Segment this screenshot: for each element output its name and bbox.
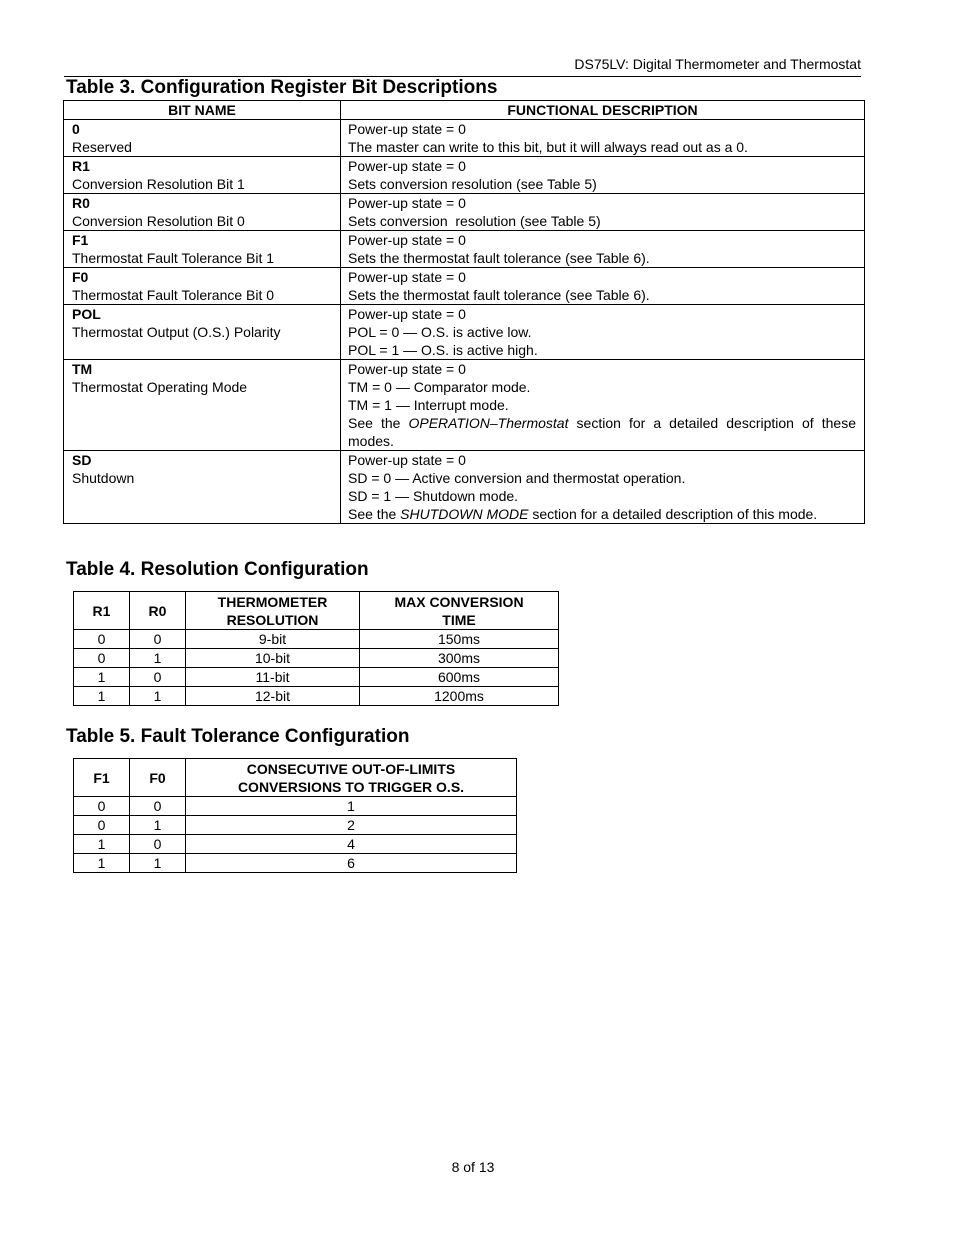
note-text: section for a detailed description of these modes. xyxy=(348,415,856,449)
table-row xyxy=(74,687,559,706)
table-cell: 10-bit xyxy=(186,649,360,668)
description-cell xyxy=(341,231,865,268)
table-cell: 600ms xyxy=(360,668,559,687)
column-header-f0: F0 xyxy=(130,759,186,797)
bit-name: POL xyxy=(72,306,101,322)
description-cell xyxy=(341,305,865,360)
description-line: TM = 0 — Comparator mode. xyxy=(348,379,531,395)
table3-header-row xyxy=(64,101,865,120)
table-cell: 1 xyxy=(186,797,517,816)
description-note xyxy=(348,414,856,450)
bit-name: SD xyxy=(72,452,92,468)
bit-name: R1 xyxy=(72,158,90,174)
bit-cell xyxy=(64,360,341,451)
table-row-bit-f1 xyxy=(64,231,865,268)
description-line: Sets conversion resolution (see Table 5) xyxy=(348,213,601,229)
bit-name: F0 xyxy=(72,269,89,285)
bit-label: Shutdown xyxy=(72,470,135,486)
column-header-consecutive-conversions: CONSECUTIVE OUT-OF-LIMITS CONVERSIONS TO TRIGGER O.S. xyxy=(186,759,517,797)
description-line: Sets the thermostat fault tolerance (see Table 6). xyxy=(348,250,650,266)
column-header-r0: R0 xyxy=(130,592,186,630)
description-cell xyxy=(341,451,865,524)
table-row xyxy=(74,797,517,816)
description-cell xyxy=(341,120,865,157)
bit-cell xyxy=(64,194,341,231)
table-cell: 1 xyxy=(74,668,130,687)
description-line: Power-up state = 0 xyxy=(348,306,466,322)
bit-label: Conversion Resolution Bit 1 xyxy=(72,176,245,192)
table-cell: 1 xyxy=(74,854,130,873)
bit-name: F1 xyxy=(72,232,89,248)
table4-title: Table 4. Resolution Configuration xyxy=(66,559,369,580)
table-cell: 11-bit xyxy=(186,668,360,687)
description-line: Sets the thermostat fault tolerance (see Table 6). xyxy=(348,287,650,303)
table4-header-row xyxy=(74,592,559,630)
description-line: Power-up state = 0 xyxy=(348,195,466,211)
description-line: Power-up state = 0 xyxy=(348,232,466,248)
table-cell: 1 xyxy=(130,854,186,873)
table-cell: 0 xyxy=(130,797,186,816)
table-row-bit-0 xyxy=(64,120,865,157)
table-cell: 1200ms xyxy=(360,687,559,706)
table-cell: 150ms xyxy=(360,630,559,649)
description-line: Power-up state = 0 xyxy=(348,121,466,137)
description-line: SD = 1 — Shutdown mode. xyxy=(348,488,519,504)
bit-label: Thermostat Operating Mode xyxy=(72,379,248,395)
bit-name: R0 xyxy=(72,195,90,211)
table-row xyxy=(74,854,517,873)
table-cell: 0 xyxy=(74,797,130,816)
column-header-thermometer-resolution: THERMOMETER RESOLUTION xyxy=(186,592,360,630)
running-header: DS75LV: Digital Thermometer and Thermostat xyxy=(574,56,861,72)
column-header-r1: R1 xyxy=(74,592,130,630)
bit-name: 0 xyxy=(72,121,80,137)
table-cell: 0 xyxy=(74,630,130,649)
table3-title: Table 3. Configuration Register Bit Descriptions xyxy=(66,77,498,98)
section-reference: SHUTDOWN MODE xyxy=(400,506,529,522)
description-line: Power-up state = 0 xyxy=(348,269,466,285)
note-text: See the xyxy=(348,506,401,522)
table-cell: 0 xyxy=(130,630,186,649)
table5-title: Table 5. Fault Tolerance Configuration xyxy=(66,726,410,747)
table-cell: 1 xyxy=(130,816,186,835)
table-row-bit-sd xyxy=(64,451,865,524)
bit-cell xyxy=(64,305,341,360)
table-cell: 0 xyxy=(130,668,186,687)
bit-cell xyxy=(64,120,341,157)
description-line: POL = 1 — O.S. is active high. xyxy=(348,342,538,358)
description-line: Power-up state = 0 xyxy=(348,158,466,174)
table-cell: 0 xyxy=(74,649,130,668)
description-cell xyxy=(341,268,865,305)
column-header-max-conversion-time: MAX CONVERSION TIME xyxy=(360,592,559,630)
description-line: Power-up state = 0 xyxy=(348,452,466,468)
table-cell: 12-bit xyxy=(186,687,360,706)
table-cell: 0 xyxy=(130,835,186,854)
table5-header-row xyxy=(74,759,517,797)
bit-cell xyxy=(64,451,341,524)
bit-label: Reserved xyxy=(72,139,132,155)
table-cell: 1 xyxy=(130,649,186,668)
bit-cell xyxy=(64,157,341,194)
bit-label: Thermostat Output (O.S.) Polarity xyxy=(72,324,281,340)
description-note xyxy=(348,505,856,523)
resolution-config-table xyxy=(73,591,559,706)
bit-label: Thermostat Fault Tolerance Bit 1 xyxy=(72,250,275,266)
bit-name: TM xyxy=(72,361,93,377)
column-header-functional-description: FUNCTIONAL DESCRIPTION xyxy=(341,101,865,120)
table-cell: 1 xyxy=(74,835,130,854)
column-header-f1: F1 xyxy=(74,759,130,797)
description-cell xyxy=(341,157,865,194)
page-number: 8 of 13 xyxy=(451,1159,495,1175)
table-row-bit-pol xyxy=(64,305,865,360)
description-line: TM = 1 — Interrupt mode. xyxy=(348,397,509,413)
table-row-bit-r1 xyxy=(64,157,865,194)
table-row xyxy=(74,630,559,649)
table-cell: 1 xyxy=(130,687,186,706)
table-row-bit-r0 xyxy=(64,194,865,231)
table-row xyxy=(74,668,559,687)
bit-cell xyxy=(64,231,341,268)
description-cell xyxy=(341,360,865,451)
table-cell: 300ms xyxy=(360,649,559,668)
table-row-bit-tm xyxy=(64,360,865,451)
bit-cell xyxy=(64,268,341,305)
note-text: section for a detailed description of this mode. xyxy=(528,506,818,522)
column-header-bit-name: BIT NAME xyxy=(64,101,341,120)
note-text: See the xyxy=(348,415,409,431)
table-row-bit-f0 xyxy=(64,268,865,305)
bit-label: Thermostat Fault Tolerance Bit 0 xyxy=(72,287,275,303)
description-line: POL = 0 — O.S. is active low. xyxy=(348,324,532,340)
bit-label: Conversion Resolution Bit 0 xyxy=(72,213,245,229)
table-cell: 1 xyxy=(74,687,130,706)
description-line: SD = 0 — Active conversion and thermostat operation. xyxy=(348,470,686,486)
fault-tolerance-config-table xyxy=(73,758,517,873)
table-row xyxy=(74,649,559,668)
table-cell: 9-bit xyxy=(186,630,360,649)
config-register-table xyxy=(63,100,865,524)
table-row xyxy=(74,835,517,854)
description-line: Power-up state = 0 xyxy=(348,361,466,377)
table-row xyxy=(74,816,517,835)
table-cell: 4 xyxy=(186,835,517,854)
table-cell: 2 xyxy=(186,816,517,835)
section-reference: OPERATION–Thermostat xyxy=(408,415,569,431)
table-cell: 0 xyxy=(74,816,130,835)
table-cell: 6 xyxy=(186,854,517,873)
description-line: Sets conversion resolution (see Table 5) xyxy=(348,176,597,192)
description-cell xyxy=(341,194,865,231)
description-line: The master can write to this bit, but it will always read out as a 0. xyxy=(348,139,748,155)
